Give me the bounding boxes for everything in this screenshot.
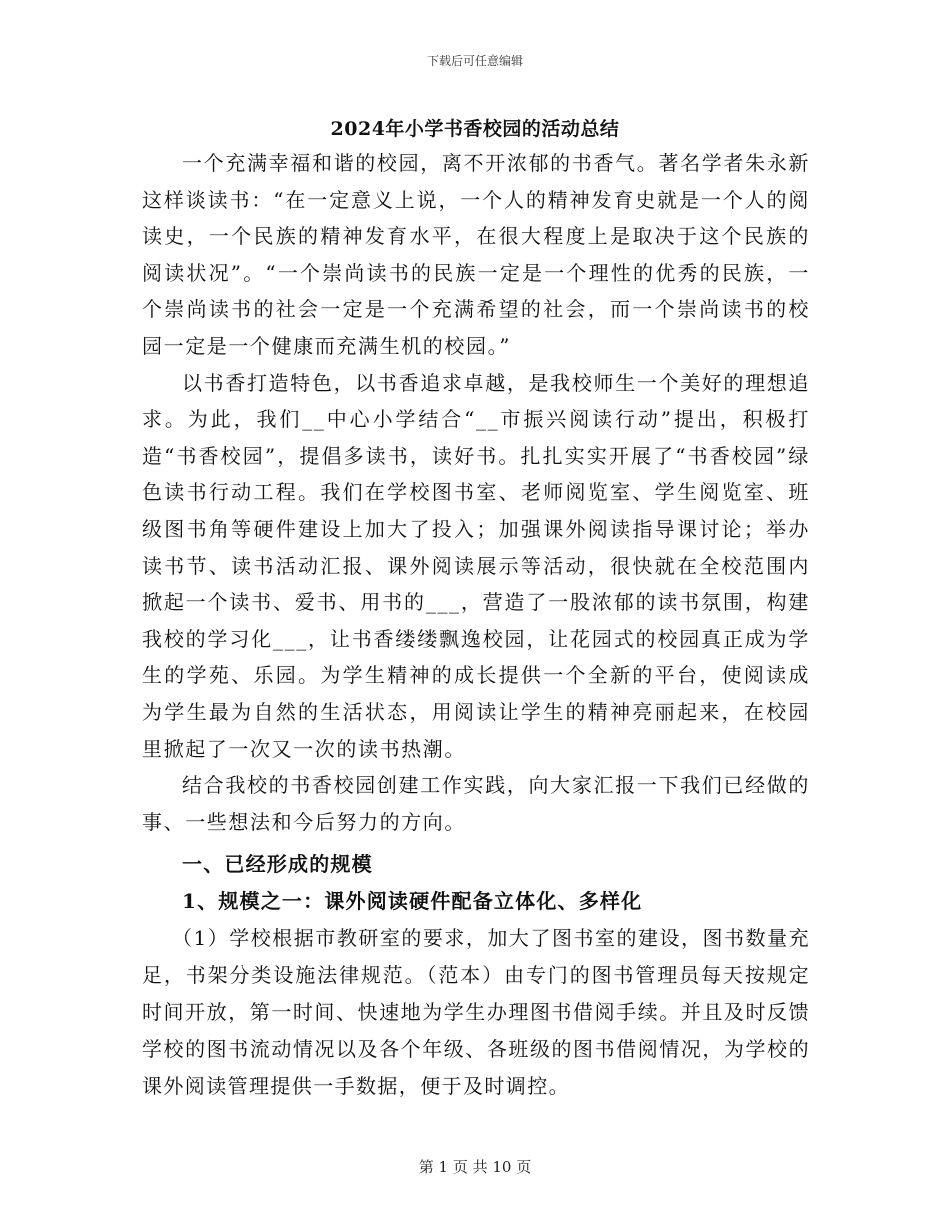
page-header: 下载后可任意编辑 <box>426 54 523 68</box>
paragraph-reading-initiative: 以书香打造特色，以书香追求卓越，是我校师生一个美好的理想追求。为此，我们__中心小学结合“__市振兴阅读行动”提出，积极打造“书香校园”，提倡多读书，读好书。扎扎实实开展了“书香校园”绿色读书行动工程。我们在学校图书室、老师阅览室、学生阅览室、班级图书角等硬件建设上加大了投入；加强课外阅读指导课讨论；举办读书节、读书活动汇报、课外阅读展示等活动，很快就在全校范围内掀起一个读书、爱书、用书的___，营造了一股浓郁的读书氛围，构建我校的学习化___，让书香缕缕飘逸校园，让花园式的校园真正成为学生的学苑、乐园。为学生精神的成长提供一个全新的平台，使阅读成为学生最为自然的生活状态，用阅读让学生的精神亮丽起来，在校园里掀起了一次又一次的读书热潮。 <box>142 370 810 761</box>
document-title: 2024年小学书香校园的活动总结 <box>330 118 620 140</box>
section-heading: 一、已经形成的规模 <box>182 852 373 877</box>
paragraph-library: （1）学校根据市教研室的要求，加大了图书室的建设，图书数量充足，书架分类设施法律规范。（范本）由专门的图书管理员每天按规定时间开放，第一时间、快速地为学生办理图书借阅手续。并且及时反馈学校的图书流动情况以及各个年级、各班级的图书借阅情况，为学校的课外阅读管理提供一手数据，便于及时调控。 <box>142 926 810 1099</box>
document-body <box>142 145 810 1105</box>
page-footer: 第 1 页 共 10 页 <box>418 1158 532 1176</box>
paragraph-report-summary: 结合我校的书香校园创建工作实践，向大家汇报一下我们已经做的事、一些想法和今后努力的方向。 <box>142 773 810 834</box>
paragraph-intro: 一个充满幸福和谐的校园，离不开浓郁的书香气。著名学者朱永新这样谈读书：“在一定意义上说，一个人的精神发育史就是一个人的阅读史，一个民族的精神发育水平，在很大程度上是取决于这个民族的阅读状况”。“一个崇尚读书的民族一定是一个理性的优秀的民族，一个崇尚读书的社会一定是一个充满希望的社会，而一个崇尚读书的校园一定是一个健康而充满生机的校园。” <box>142 151 810 358</box>
subsection-heading: 1、规模之一：课外阅读硬件配备立体化、多样化 <box>182 889 643 914</box>
